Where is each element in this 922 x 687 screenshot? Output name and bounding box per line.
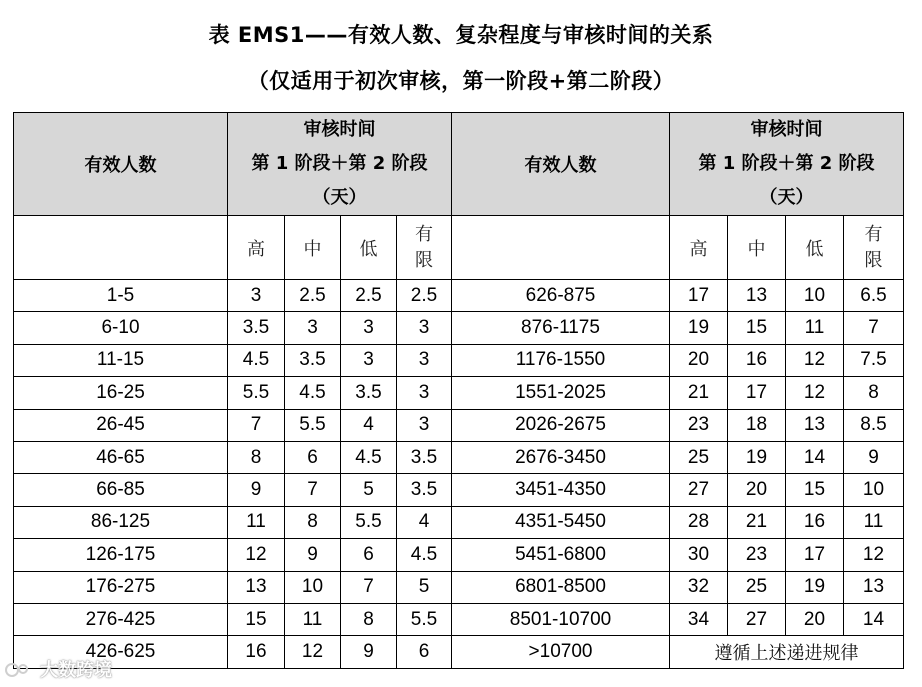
time-high-2: 28 — [670, 506, 728, 538]
time-medium-2: 17 — [728, 377, 786, 409]
headcount-range-2: 3451-4350 — [452, 474, 670, 506]
time-limited: 6 — [397, 636, 452, 668]
level-limited — [397, 216, 452, 280]
time-low: 4.5 — [341, 441, 397, 473]
time-medium: 4.5 — [285, 377, 341, 409]
time-high: 13 — [228, 571, 285, 603]
headcount-range: 126-175 — [14, 539, 228, 571]
header-headcount-left: 有效人数 — [14, 113, 228, 216]
time-limited: 3.5 — [397, 441, 452, 473]
headcount-range: 11-15 — [14, 344, 228, 376]
headcount-range: 26-45 — [14, 409, 228, 441]
time-limited-2: 14 — [844, 603, 904, 635]
time-high: 15 — [228, 603, 285, 635]
time-low: 5.5 — [341, 506, 397, 538]
time-limited: 4.5 — [397, 539, 452, 571]
time-high: 16 — [228, 636, 285, 668]
time-low: 8 — [341, 603, 397, 635]
time-high: 3.5 — [228, 312, 285, 344]
table-row — [14, 409, 904, 441]
time-high: 4.5 — [228, 344, 285, 376]
time-high: 3 — [228, 280, 285, 312]
time-low-2: 17 — [786, 539, 844, 571]
time-medium-2: 21 — [728, 506, 786, 538]
time-limited-2: 6.5 — [844, 280, 904, 312]
level-high: 高 — [228, 216, 285, 280]
level-high: 高 — [670, 216, 728, 280]
time-low-2: 15 — [786, 474, 844, 506]
time-low-2: 13 — [786, 409, 844, 441]
header-audit-time-right — [670, 113, 904, 216]
time-limited: 4 — [397, 506, 452, 538]
headcount-range-2: 5451-6800 — [452, 539, 670, 571]
time-limited-2: 10 — [844, 474, 904, 506]
headcount-range: 1-5 — [14, 280, 228, 312]
table-row — [14, 377, 904, 409]
time-high: 9 — [228, 474, 285, 506]
time-high: 8 — [228, 441, 285, 473]
time-medium-2: 15 — [728, 312, 786, 344]
time-limited-2: 8 — [844, 377, 904, 409]
headcount-range: 16-25 — [14, 377, 228, 409]
time-medium-2: 13 — [728, 280, 786, 312]
time-low-2: 19 — [786, 571, 844, 603]
time-limited: 2.5 — [397, 280, 452, 312]
complexity-blank-right — [452, 216, 670, 280]
time-medium: 3.5 — [285, 344, 341, 376]
time-high: 11 — [228, 506, 285, 538]
headcount-range: 66-85 — [14, 474, 228, 506]
headcount-range-2: 626-875 — [452, 280, 670, 312]
time-limited-2: 11 — [844, 506, 904, 538]
time-limited-2: 7 — [844, 312, 904, 344]
time-high-2: 17 — [670, 280, 728, 312]
table-subtitle: （仅适用于初次审核，第一阶段+第二阶段） — [247, 69, 675, 93]
level-limited — [844, 216, 904, 280]
time-medium-2: 16 — [728, 344, 786, 376]
headcount-range: 46-65 — [14, 441, 228, 473]
time-medium-2: 18 — [728, 409, 786, 441]
time-medium-2: 27 — [728, 603, 786, 635]
level-medium: 中 — [285, 216, 341, 280]
time-high-2: 23 — [670, 409, 728, 441]
headcount-range-2: 6801-8500 — [452, 571, 670, 603]
headcount-range: 426-625 — [14, 636, 228, 668]
header-stage-label: 第 1 阶段＋第 2 阶段 — [698, 153, 875, 174]
headcount-range-2: 4351-5450 — [452, 506, 670, 538]
table-row — [14, 280, 904, 312]
table-row-last — [14, 636, 904, 668]
time-high-2: 34 — [670, 603, 728, 635]
time-limited: 5 — [397, 571, 452, 603]
time-limited-2: 13 — [844, 571, 904, 603]
time-low: 6 — [341, 539, 397, 571]
table-row — [14, 539, 904, 571]
time-high-2: 21 — [670, 377, 728, 409]
time-low-2: 12 — [786, 344, 844, 376]
time-high: 7 — [228, 409, 285, 441]
time-low-2: 16 — [786, 506, 844, 538]
time-low: 9 — [341, 636, 397, 668]
table-row — [14, 506, 904, 538]
header-unit-label: （天） — [759, 187, 814, 208]
level-limited-label: 有限 — [864, 223, 883, 271]
headcount-range-2: 2026-2675 — [452, 409, 670, 441]
table-row — [14, 603, 904, 635]
time-medium-2: 19 — [728, 441, 786, 473]
ems1-table — [13, 112, 904, 669]
headcount-range-2: 1551-2025 — [452, 377, 670, 409]
time-low: 3 — [341, 344, 397, 376]
time-limited: 3 — [397, 312, 452, 344]
time-high: 5.5 — [228, 377, 285, 409]
header-audit-time-label: 审核时间 — [303, 119, 376, 140]
time-limited-2: 12 — [844, 539, 904, 571]
table-row — [14, 344, 904, 376]
time-medium-2: 20 — [728, 474, 786, 506]
time-limited-2: 8.5 — [844, 409, 904, 441]
time-medium-2: 23 — [728, 539, 786, 571]
time-high-2: 30 — [670, 539, 728, 571]
headcount-range-2: 2676-3450 — [452, 441, 670, 473]
time-low: 2.5 — [341, 280, 397, 312]
time-limited: 3.5 — [397, 474, 452, 506]
time-high-2: 32 — [670, 571, 728, 603]
time-low-2: 10 — [786, 280, 844, 312]
headcount-range-2: 876-1175 — [452, 312, 670, 344]
complexity-row — [14, 216, 904, 280]
time-high-2: 19 — [670, 312, 728, 344]
headcount-range: 6-10 — [14, 312, 228, 344]
time-low: 3 — [341, 312, 397, 344]
headcount-range-2: 1176-1550 — [452, 344, 670, 376]
time-limited-2: 9 — [844, 441, 904, 473]
time-medium: 6 — [285, 441, 341, 473]
time-low: 4 — [341, 409, 397, 441]
time-limited: 3 — [397, 409, 452, 441]
time-medium: 12 — [285, 636, 341, 668]
time-limited-2: 7.5 — [844, 344, 904, 376]
time-medium: 3 — [285, 312, 341, 344]
time-low-2: 14 — [786, 441, 844, 473]
complexity-blank-left — [14, 216, 228, 280]
header-row — [14, 113, 904, 216]
watermark-logo-icon — [2, 660, 32, 680]
time-medium: 10 — [285, 571, 341, 603]
header-audit-time-left — [228, 113, 452, 216]
time-low: 7 — [341, 571, 397, 603]
time-medium: 2.5 — [285, 280, 341, 312]
time-medium: 5.5 — [285, 409, 341, 441]
headcount-range: 276-425 — [14, 603, 228, 635]
watermark-text: 大数跨境 — [40, 660, 112, 681]
headcount-range: 176-275 — [14, 571, 228, 603]
time-low: 5 — [341, 474, 397, 506]
time-medium: 9 — [285, 539, 341, 571]
table-row — [14, 441, 904, 473]
headcount-range-2: >10700 — [452, 636, 670, 668]
header-headcount-right: 有效人数 — [452, 113, 670, 216]
time-low-2: 11 — [786, 312, 844, 344]
level-medium: 中 — [728, 216, 786, 280]
table-row — [14, 474, 904, 506]
level-low: 低 — [786, 216, 844, 280]
time-high-2: 20 — [670, 344, 728, 376]
time-high-2: 25 — [670, 441, 728, 473]
headcount-range-2: 8501-10700 — [452, 603, 670, 635]
time-medium: 8 — [285, 506, 341, 538]
table-title: 表 EMS1——有效人数、复杂程度与审核时间的关系 — [208, 23, 714, 47]
time-medium: 7 — [285, 474, 341, 506]
level-limited-label: 有限 — [414, 223, 433, 271]
table-row — [14, 312, 904, 344]
header-audit-time-label: 审核时间 — [750, 119, 823, 140]
time-limited: 3 — [397, 377, 452, 409]
time-medium: 11 — [285, 603, 341, 635]
header-stage-label: 第 1 阶段＋第 2 阶段 — [251, 153, 428, 174]
time-high: 12 — [228, 539, 285, 571]
level-low: 低 — [341, 216, 397, 280]
headcount-range: 86-125 — [14, 506, 228, 538]
time-high-2: 27 — [670, 474, 728, 506]
time-limited: 5.5 — [397, 603, 452, 635]
header-unit-label: （天） — [312, 187, 367, 208]
progression-note: 遵循上述递进规律 — [670, 636, 904, 668]
table-row — [14, 571, 904, 603]
time-low-2: 12 — [786, 377, 844, 409]
time-low-2: 20 — [786, 603, 844, 635]
time-medium-2: 25 — [728, 571, 786, 603]
time-limited: 3 — [397, 344, 452, 376]
time-low: 3.5 — [341, 377, 397, 409]
